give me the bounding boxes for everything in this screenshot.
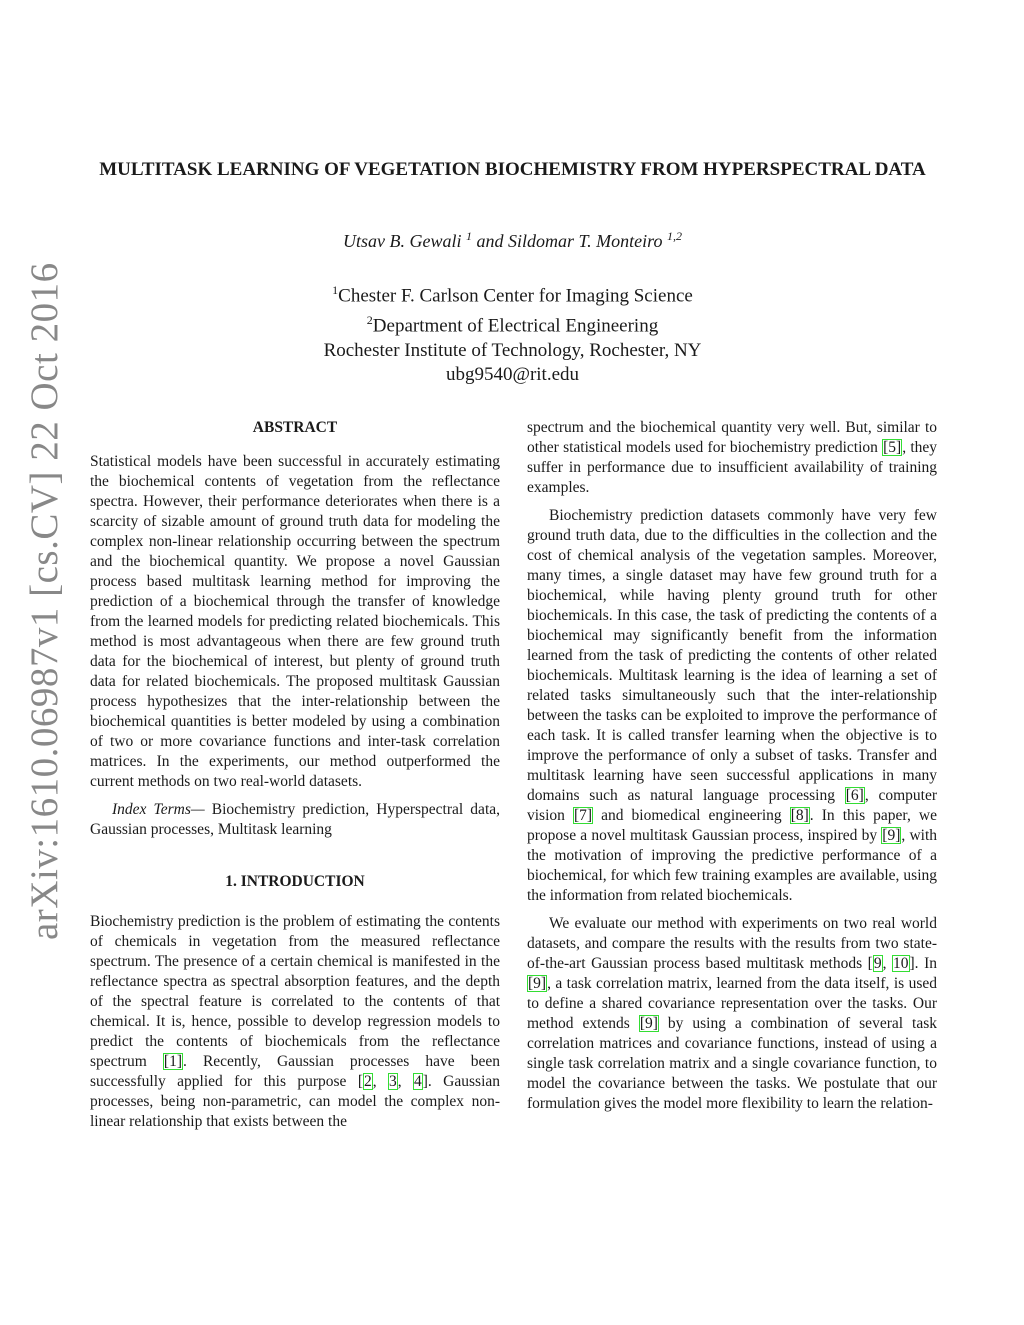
affiliation-3: Rochester Institute of Technology, Rochester, NY bbox=[323, 339, 702, 361]
author-1: Utsav B. Gewali bbox=[342, 231, 462, 251]
index-terms-text: Biochemistry prediction, Hyperspectral data, Gaussian processes, Multitask learning bbox=[90, 801, 500, 838]
intro-heading: 1. INTRODUCTION bbox=[225, 873, 365, 890]
citation-3[interactable]: 3 bbox=[389, 1073, 397, 1090]
citation-10[interactable]: 10 bbox=[893, 955, 909, 972]
citation-2[interactable]: 2 bbox=[363, 1073, 372, 1090]
p3-text-c: and biomedical engineering bbox=[593, 807, 790, 824]
affiliation-2 bbox=[90, 308, 935, 338]
p3-text-e: , with the motivation of improving the predictive performance of a biochemical, for which few training examples are available, using the information from related biochemicals. bbox=[527, 827, 938, 904]
abstract-heading: ABSTRACT bbox=[252, 419, 338, 436]
citation-8[interactable]: [8] bbox=[790, 807, 809, 824]
citation-7[interactable]: [7] bbox=[573, 807, 593, 824]
right-column bbox=[527, 418, 937, 1122]
citation-9-c[interactable]: [9] bbox=[528, 975, 547, 992]
citation-9[interactable]: [9] bbox=[882, 827, 901, 844]
citation-4[interactable]: 4 bbox=[414, 1073, 422, 1090]
authors bbox=[90, 229, 935, 252]
author-2-affil: 1,2 bbox=[667, 229, 682, 243]
author-2: Sildomar T. Monteiro bbox=[507, 231, 663, 251]
abstract-text: Statistical models have been successful in accurately estimating the biochemical contents of vegetation from the reflectance spectra. However, their performance deteriorates when there is a scarcity of sizable amount of ground truth data for modeling the complex non-linear relationship occurring between the spectrum and the biochemical quantity. We propose a novel Gaussian process based multitask learning method for improving the prediction of a biochemical through the transfer of knowledge from the learned models for predicting related biochemicals. This method is most advantageous when there are few ground truth data for the biochemical of interest, but plenty of ground truth data for related biochemicals. The proposed multitask Gaussian process hypothesizes that the inter-relationship between the biochemical quantities is better modeled by using a combination of two or more covariance functions and inter-task correlation matrices. In the experiments, our method outperformed the current methods on two real-world datasets. bbox=[90, 453, 500, 790]
left-column bbox=[90, 418, 500, 1140]
affil-1-sup: 1 bbox=[332, 283, 339, 297]
affiliation-1 bbox=[90, 278, 935, 308]
p4-text-c: ]. In bbox=[909, 955, 938, 972]
intro-paragraph-3 bbox=[527, 506, 937, 906]
p1-sep-1: , bbox=[372, 1073, 388, 1090]
p3-text-d: . In this paper, we propose a novel multitask Gaussian process, inspired by bbox=[527, 807, 937, 844]
p1-sep-2: , bbox=[397, 1073, 414, 1090]
p3-text-b: , computer vision bbox=[527, 787, 937, 824]
p4-sep: , bbox=[882, 955, 893, 972]
affil-2-sup: 2 bbox=[366, 313, 373, 328]
paper-title: MULTITASK LEARNING OF VEGETATION BIOCHEMISTRY FROM HYPERSPECTRAL DATA bbox=[99, 159, 926, 180]
p4-text-a: We evaluate our method with experiments on two real world datasets, and compare the results with the results from two state-of-the-art Gaussian process based multitask methods [ bbox=[527, 915, 937, 972]
p2-text-a: spectrum and the biochemical quantity very well. But, similar to other statistical models used for biochemistry prediction bbox=[527, 419, 937, 456]
citation-9-d[interactable]: [9] bbox=[639, 1015, 658, 1032]
index-terms bbox=[90, 800, 500, 840]
email[interactable]: ubg9540@rit.edu bbox=[445, 363, 580, 385]
affiliations bbox=[90, 278, 935, 387]
p3-text-a: Biochemistry prediction datasets commonly have very few ground truth data, due to the difficulties in the collection and the cost of chemical analysis of the vegetation samples. Moreover, many times, a single dataset may have few ground truth for a biochemical, while having plenty ground truth for other biochemicals. In this case, the task of predicting the contents of a biochemical may significantly benefit from the information learned from the task of predicting the contents of other related biochemicals. Multitask learning is the idea of learning a set of related tasks simultaneously such that the inter-relationship between the tasks can be exploited to improve the performance of each task. It is called transfer learning when the objective is to improve the performance of only a subset of tasks. Transfer and multitask learning have seen successful applications in many domains such as natural language processing bbox=[527, 507, 937, 804]
citation-5[interactable]: [5] bbox=[883, 439, 902, 456]
affil-1-text: Chester F. Carlson Center for Imaging Science bbox=[338, 285, 693, 307]
citation-9-b[interactable]: 9 bbox=[873, 955, 882, 972]
p1-text-a: Biochemistry prediction is the problem of estimating the contents of chemicals in vegetation from the measured reflectance spectrum. The presence of a certain chemical is manifested in the reflectance spectra as spectral absorption features, and the depth of the spectral feature is correlated to the contents of that chemical. It is, hence, possible to develop regression models to predict the contents of biochemicals from the reflectance spectrum bbox=[90, 913, 500, 1070]
author-and: and bbox=[476, 231, 504, 251]
arxiv-id: arXiv:1610.06987v1 [cs.CV] 22 Oct 2016 bbox=[23, 262, 66, 940]
p1-text-b: . Recently, Gaussian processes have been successfully applied for this purpose [ bbox=[90, 1053, 500, 1090]
p4-text-e: by using a combination of several task correlation matrices and covariance functions, instead of using a single task correlation matrix and a single covariance function, to model the covariance between the tasks. We postulate that our formulation gives the model more flexibility to learn the relation- bbox=[527, 1015, 937, 1112]
citation-6[interactable]: [6] bbox=[845, 787, 864, 804]
intro-paragraph-1 bbox=[90, 912, 500, 1132]
index-terms-label: Index Terms— bbox=[112, 801, 205, 818]
author-1-affil: 1 bbox=[465, 229, 472, 243]
p1-text-e: ]. Gaussian processes, being non-parametric, can model the complex non-linear relationship that exists between the bbox=[90, 1073, 501, 1130]
citation-1[interactable]: [1] bbox=[163, 1053, 182, 1070]
intro-paragraph-2 bbox=[527, 418, 937, 498]
p2-text-b: , they suffer in performance due to insufficient availability of training examples. bbox=[527, 439, 938, 496]
affil-2-text: Department of Electrical Engineering bbox=[372, 315, 659, 337]
p4-text-d: , a task correlation matrix, learned from the data itself, is used to define a shared covariance representation over the tasks. Our method extends bbox=[527, 975, 937, 1032]
intro-paragraph-4 bbox=[527, 914, 937, 1114]
